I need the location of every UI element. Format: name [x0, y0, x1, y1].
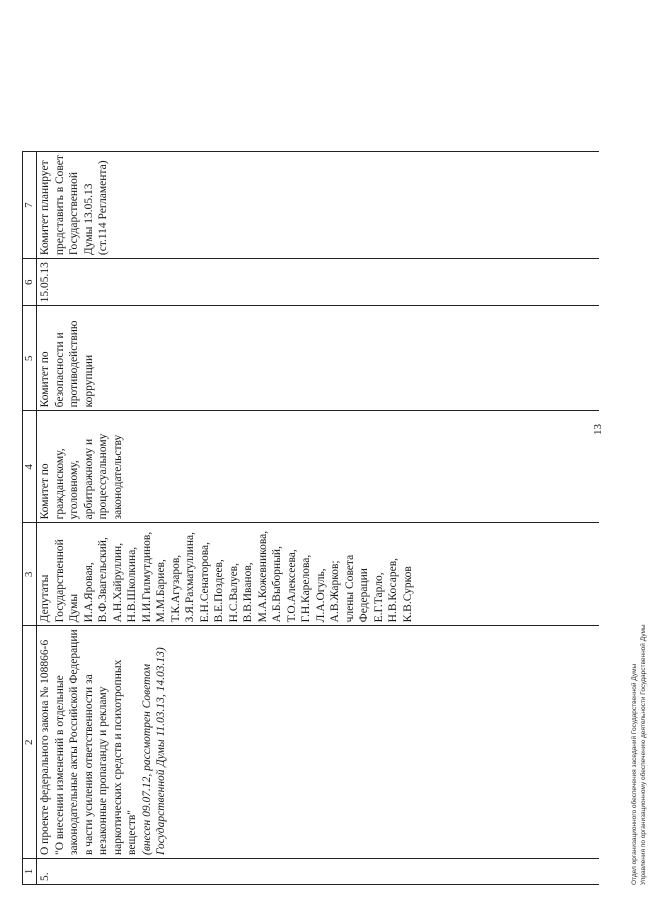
author-line: Е.Н.Сенаторова,: [198, 542, 211, 623]
table-row: [37, 152, 600, 885]
column-header: 3: [23, 523, 37, 626]
bill-title-line: О проекте федерального закона № 108866-6: [39, 639, 51, 855]
column-header: 1: [23, 859, 37, 885]
column-header: 6: [23, 259, 37, 306]
legislation-table: [22, 151, 599, 885]
author-line: Г.Н.Карелова,: [300, 554, 312, 623]
plan-line: Государственной: [68, 171, 80, 256]
bill-note-line: Государственной Думы 11.03.13, 14.03.13): [155, 647, 167, 855]
co-committee-line: Комитет по: [39, 351, 51, 408]
co-committee-line: коррупции: [82, 354, 95, 408]
author-line: Н.В.Школкина,: [126, 546, 138, 623]
column-header: 5: [23, 306, 37, 411]
co-committee-line: противодействию: [68, 320, 80, 408]
page-number: 13: [592, 424, 604, 435]
author-line: Н.В.Косарев,: [387, 557, 399, 623]
author-line: члены Совета: [343, 554, 356, 623]
author-line: Государственной: [53, 539, 66, 623]
lead-committee-line: уголовному,: [68, 460, 80, 520]
column-header: 7: [23, 152, 37, 259]
authors-cell: [37, 523, 600, 626]
footer-line: Управления по организационному обеспечению деятельности Государственной Думы: [640, 624, 647, 885]
bill-title-line: наркотических средств и психотропных: [111, 659, 124, 855]
column-number-row: [23, 152, 37, 885]
lead-committee-line: Комитет по: [39, 463, 51, 520]
plan-line: Комитет планирует: [39, 160, 51, 256]
author-line: А.Б.Выборный,: [271, 546, 283, 623]
plan-cell: [37, 152, 600, 259]
column-header: 2: [23, 626, 37, 859]
row-number-cell: [37, 859, 600, 885]
bill-title-line: в части усиления ответственности за: [82, 674, 95, 855]
author-line: В.Е.Поздеев,: [213, 559, 225, 623]
author-line: А.Н.Хайруллин,: [111, 542, 124, 623]
author-line: М.М.Бариев,: [155, 559, 167, 623]
bill-title-line: законодательные акты Российской Федерации: [68, 629, 80, 855]
bill-title-cell: [37, 626, 600, 859]
author-line: И.И.Гилмутдинов,: [140, 531, 153, 623]
lead-committee-cell: [37, 411, 600, 523]
author-line: К.В.Сурков: [401, 566, 414, 623]
author-line: М.А.Кожевникова,: [256, 530, 269, 623]
co-committee-line: безопасности и: [53, 332, 66, 408]
author-line: Депутаты: [39, 574, 51, 623]
author-line: Т.К.Агузаров,: [169, 554, 182, 623]
author-line: И.А.Яровая,: [82, 562, 95, 623]
rotated-landscape-content: [20, 5, 647, 895]
lead-committee-line: арбитражному и: [82, 438, 95, 520]
author-line: З.Я.Рахматуллина,: [184, 532, 196, 623]
bill-note-line: (внесен 09.07.12, рассмотрен Советом: [140, 663, 153, 855]
bill-title-line: "О внесении изменений в отдельные: [53, 675, 66, 855]
author-line: В.Ф.Звагельский,: [97, 537, 109, 623]
date-value: 15.05.13: [39, 262, 51, 303]
plan-line: Думы 13.05.13: [82, 183, 95, 256]
lead-committee-line: гражданскому,: [53, 448, 66, 520]
date-cell: [37, 259, 600, 306]
co-committee-cell: [37, 306, 600, 411]
bill-title-line: веществ": [126, 810, 138, 855]
author-line: Е.Г.Тарло,: [372, 572, 385, 623]
column-header: 4: [23, 411, 37, 523]
author-line: Л.А.Огуль,: [314, 568, 327, 623]
author-line: В.В.Иванов,: [242, 562, 254, 623]
row-number: 5.: [39, 872, 51, 881]
author-line: Т.О.Алексеева,: [285, 549, 298, 623]
lead-committee-line: законодательству: [111, 434, 124, 520]
plan-line: (ст.114 Регламента): [97, 160, 109, 256]
author-line: Думы: [68, 593, 80, 623]
bill-title-line: незаконные пропаганду и рекламу: [97, 686, 109, 855]
plan-line: представить в Совет: [53, 155, 66, 256]
lead-committee-line: процессуальному: [97, 433, 109, 520]
author-line: А.В.Жарков;: [329, 560, 341, 623]
footer: [630, 385, 648, 885]
author-line: Н.С.Валуев,: [227, 563, 240, 623]
author-line: Федерации: [358, 568, 370, 623]
footer-line: Отдел организационного обеспечения заседаний Государственной Думы: [631, 663, 638, 885]
